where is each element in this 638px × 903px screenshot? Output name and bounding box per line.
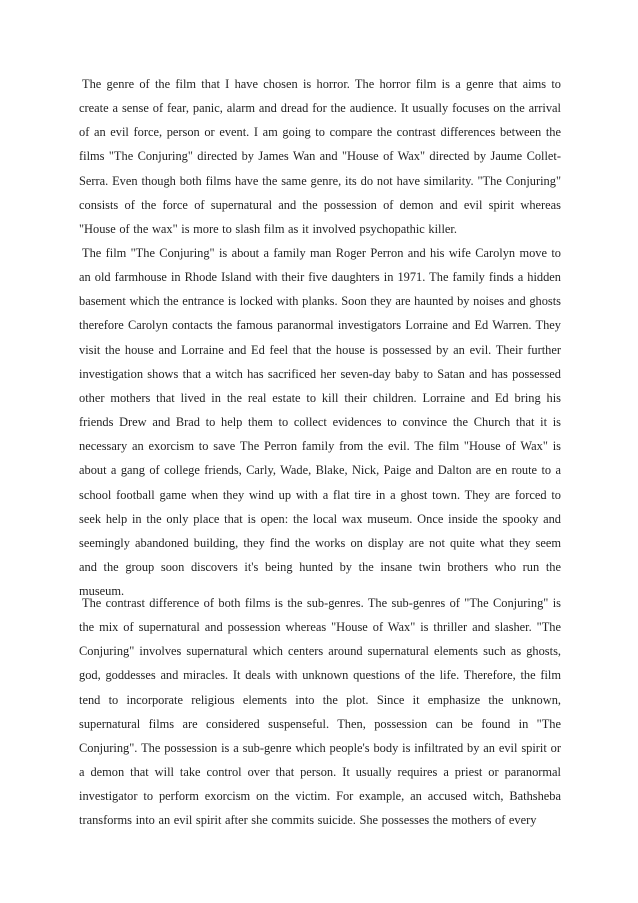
paragraph-film-synopses: [79, 241, 561, 603]
paragraph-text: The genre of the film that I have chosen is horror. The horror film is a genre that aims to create a sense of fear, panic, alarm and dread for the audience. It usually focuses on the arrival of an evil force, person or event. I am going to compare the contrast differences between the films "The Conjuring" directed by James Wan and "House of Wax" directed by Jaume Collet-Serra. Even though both films have the same genre, its do not have similarity. "The Conjuring" consists of the force of supernatural and the possession of demon and evil spirit whereas "House of the wax" is more to slash film as it involved psychopathic killer.: [79, 77, 561, 236]
paragraph-genre-intro: [79, 72, 561, 241]
paragraph-sub-genres: [79, 591, 561, 833]
paragraph-text: The contrast difference of both films is the sub-genres. The sub-genres of "The Conjuring" is the mix of supernatural and possession whereas "House of Wax" is thriller and slasher. "The Conjuring" involves supernatural which centers around supernatural elements such as ghosts, god, goddesses and miracles. It deals with unknown questions of the life. Therefore, the film tend to incorporate religious elements into the plot. Since it emphasize the unknown, supernatural films are considered suspenseful. Then, possession can be found in "The Conjuring". The possession is a sub-genre which people's body is infiltrated by an evil spirit or a demon that will take control over that person. It usually requires a priest or paranormal investigator to perform exorcism on the victim. For example, an accused witch, Bathsheba transforms into an evil spirit after she commits suicide. She possesses the mothers of every: [79, 596, 561, 828]
paragraph-text: The film "The Conjuring" is about a family man Roger Perron and his wife Carolyn move to an old farmhouse in Rhode Island with their five daughters in 1971. The family finds a hidden basement which the entrance is locked with planks. Soon they are haunted by noises and ghosts therefore Carolyn contacts the famous paranormal investigators Lorraine and Ed Warren. They visit the house and Lorraine and Ed feel that the house is possessed by an evil. Their further investigation shows that a witch has sacrificed her seven-day baby to Satan and has possessed other mothers that lived in the real estate to kill their children. Lorraine and Ed bring his friends Drew and Brad to help them to collect evidences to convince the Church that it is necessary an exorcism to save The Perron family from the evil. The film "House of Wax" is about a gang of college friends, Carly, Wade, Blake, Nick, Paige and Dalton are en route to a school football game when they wind up with a flat tire in a ghost town. They are forced to seek help in the only place that is open: the local wax museum. Once inside the spooky and seemingly abandoned building, they find the works on display are not quite what they seem and the group soon discovers it's being hunted by the insane twin brothers who run the museum.: [79, 246, 561, 599]
